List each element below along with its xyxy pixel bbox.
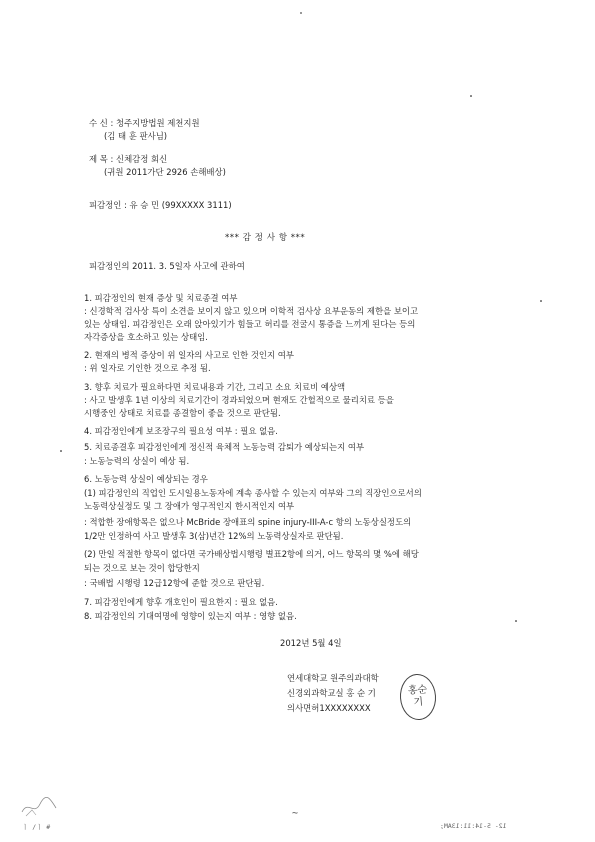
list-item: : 노동능력의 상실이 예상 됨. <box>84 456 190 466</box>
scan-speck <box>300 12 302 14</box>
scan-speck <box>60 450 62 452</box>
list-item: 노동력상실정도 및 그 장애가 영구적인지 한시적인지 여부 <box>84 501 295 511</box>
list-item: (2) 만일 적절한 항목이 없다면 국가배상법시행령 별표2항에 의거, 어느 항목의 몇 %에 해당 <box>84 549 419 559</box>
subject-person: 피감정인 : 유 승 민 (99XXXXX 3111) <box>89 200 232 210</box>
scan-speck <box>470 95 472 97</box>
list-item: 8. 피감정인의 기대여명에 영향이 있는지 여부 : 영향 없음. <box>84 611 297 621</box>
list-item: 되는 것으로 보는 것이 합당한지 <box>84 563 200 573</box>
case-number: (귀원 2011가단 2926 손해배상) <box>104 167 226 177</box>
seal-text-top: 홍순 <box>407 684 428 697</box>
intro-line: 피감정인의 2011. 3. 5일자 사고에 관하여 <box>89 261 245 271</box>
document-date: 2012년 5월 4일 <box>280 638 342 648</box>
list-item: : 사고 발생후 1년 이상의 치료기간이 경과되었으며 현재도 간헐적으로 물리치료 등을 <box>84 395 394 405</box>
official-seal <box>398 673 437 721</box>
list-item: : 국배법 시행령 12급12항에 준할 것으로 판단됨. <box>84 578 265 588</box>
signature-department: 신경외과학교실 홍 순 기 <box>287 688 376 698</box>
signature-license: 의사면허1XXXXXXXX <box>287 703 371 713</box>
recipient-line: 수 신 : 청주지방법원 제천지원 <box>89 118 200 128</box>
list-item: 자각증상을 호소하고 있는 상태임. <box>84 332 208 342</box>
list-item: (1) 피감정인의 직업인 도시일용노동자에 계속 종사할 수 있는지 여부와 그의 직장인으로서의 <box>84 488 422 498</box>
scan-speck <box>515 620 517 622</box>
list-item: 1. 피감정인의 현재 증상 및 치료종결 여부 <box>84 293 238 303</box>
fax-timestamp: 12- 5-14:11:13AM; <box>440 822 507 830</box>
list-item: 3. 향후 치료가 필요하다면 치료내용과 기간, 그리고 소요 치료비 예상액 <box>84 382 346 392</box>
list-item: 4. 피감정인에게 보조장구의 필요성 여부 : 필요 없음. <box>84 426 278 436</box>
list-item: 6. 노동능력 상실이 예상되는 경우 <box>84 474 208 484</box>
list-item: 5. 치료종결후 피감정인에게 정신적 육체적 노동능력 감퇴가 예상되는지 여부 <box>84 442 365 452</box>
list-item: 있는 상태임. 피감정인은 오래 앉아있기가 힘들고 허리를 전굴시 통증을 느끼게 된다는 등의 <box>84 319 416 329</box>
scan-noise-mark <box>20 790 60 818</box>
scan-speck <box>540 300 542 302</box>
subject-line: 제 목 : 신체감정 회신 <box>89 154 168 164</box>
page-number-mark: ~ <box>292 808 299 819</box>
list-item: 1/2만 인정하여 사고 발생후 3(삼)년간 12%의 노동력상실자로 판단됨. <box>84 531 344 541</box>
list-item: : 위 일자로 기인한 것으로 추정 됨. <box>84 363 211 373</box>
list-item: 7. 피감정인에게 향후 개호인이 필요한지 : 필요 없음. <box>84 597 278 607</box>
list-item: 2. 현재의 병적 증상이 위 일자의 사고로 인한 것인지 여부 <box>84 350 294 360</box>
list-item: : 적합한 장애항목은 없으나 McBride 장애표의 spine injury-III-A-c 항의 노동상실정도의 <box>84 517 412 527</box>
seal-text-bottom: 기 <box>413 696 424 709</box>
list-item: : 신경학적 검사상 특이 소견을 보이지 않고 있으며 이학적 검사상 요부운동의 제한을 보이고 <box>84 306 419 316</box>
left-edge-mark: ㅣ /ㅣ # <box>22 823 51 831</box>
document-title: *** 감 정 사 항 *** <box>225 233 306 243</box>
list-item: 시행중인 상태로 치료를 종결함이 좋을 것으로 판단됨. <box>84 408 281 418</box>
signature-institution: 연세대학교 원주의과대학 <box>287 673 379 683</box>
recipient-judge: (김 태 훈 판사님) <box>104 131 168 141</box>
